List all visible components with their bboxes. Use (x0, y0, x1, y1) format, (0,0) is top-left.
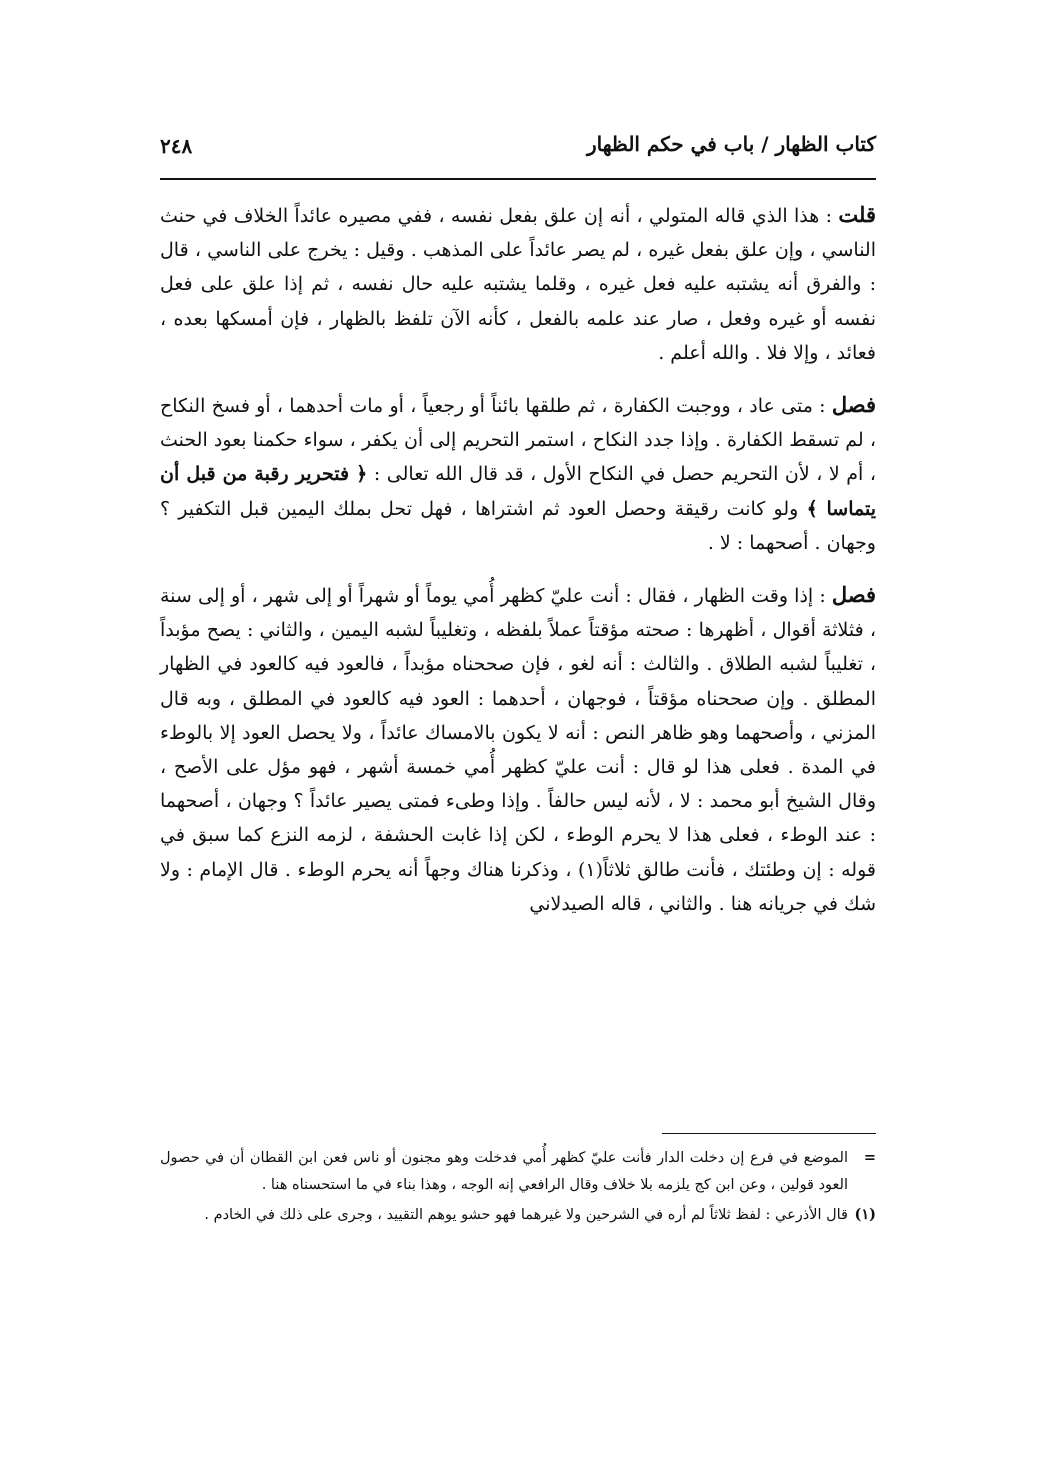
footnotes (160, 1145, 876, 1233)
footnote-marker: (١) (854, 1206, 876, 1223)
paragraph-2 (160, 388, 876, 560)
header-title: كتاب الظهار / باب في حكم الظهار (586, 132, 876, 156)
footnote-text: قال الأذرعي : لفظ ثلاثاً لم أره في الشرحين ولا غيرهما فهو حشو يوهم التقييد ، وجرى على ذلك في الخادم . (204, 1207, 848, 1223)
footnote-separator (662, 1133, 876, 1134)
footnote-text: الموضع في فرع إن دخلت الدار فأنت عليّ كظهر أُمي فدخلت وهو مجنون أو ناس فعن ابن القطان أن في حصول العود قولين ، وعن ابن كج يلزمه بلا خلاف وقال الرافعي إنه الوجه ، وهذا بناء في ما استحسناه هنا . (160, 1150, 848, 1193)
page-number: ٢٤٨ (160, 134, 193, 158)
main-text (160, 198, 876, 939)
paragraph-1-text: : هذا الذي قاله المتولي ، أنه إن علق بفعل نفسه ، ففي مصيره عائداً الخلاف في حنث الناسي ، وإن علق بفعل غيره ، لم يصر عائداً على المذهب . وقيل : يخرج على الناسي ، قال : والفرق أنه يشتبه عليه فعل غيره ، وقلما يشتبه عليه حال نفسه ، ثم إذا علق على فعل نفسه أو غيره وفعل ، صار عند علمه بالفعل ، كأنه الآن تلفظ بالظهار ، فإن أمسكها بعده ، فعائد ، وإلا فلا . والله أعلم . (160, 205, 876, 364)
paragraph-2-text-after: ولو كانت رقيقة وحصل العود ثم اشتراها ، فهل تحل بملك اليمين قبل التكفير ؟ وجهان . أصحهما : لا . (160, 497, 876, 554)
footnote-1 (160, 1202, 876, 1229)
footnote-continuation (160, 1145, 876, 1198)
paragraph-1-lead: قلت (838, 202, 876, 227)
paragraph-2-lead: فصل (831, 392, 876, 418)
paragraph-1 (160, 198, 876, 370)
footnote-marker: = (863, 1149, 876, 1166)
running-header (160, 128, 876, 172)
header-rule (160, 178, 876, 180)
paragraph-3-text: : إذا وقت الظهار ، فقال : أنت عليّ كظهر أُمي يوماً أو شهراً أو إلى شهر ، أو إلى سنة ، فثلاثة أقوال ، أظهرها : صحته مؤقتاً عملاً بلفظه ، وتغليباً لشبه اليمين ، والثاني : يصح مؤبداً ، تغليباً لشبه الطلاق . والثالث : أنه لغو ، فإن صححناه مؤبداً ، فالعود فيه كالعود في الظهار المطلق . وإن صححناه مؤقتاً ، فوجهان ، أحدهما : العود فيه كالعود في المطلق ، وبه قال المزني ، وأصحهما وهو ظاهر النص : أنه لا يكون بالامساك عائداً ، ولا يحصل العود إلا بالوطء في المدة . فعلى هذا لو قال : أنت عليّ كظهر أُمي خمسة أشهر ، فهو مؤل على الأصح ، وقال الشيخ أبو محمد : لا ، لأنه ليس حالفاً . وإذا وطىء فمتى يصير عائداً ؟ وجهان ، أصحهما : عند الوطء ، فعلى هذا لا يحرم الوطء ، لكن إذا غابت الحشفة ، لزمه النزع كما سبق في قوله : إن وطئتك ، فأنت طالق ثلاثاً(١) ، وذكرنا هناك وجهاً أنه يحرم الوطء . قال الإمام : ولا شك في جريانه هنا . والثاني ، قاله الصيدلاني (160, 585, 876, 915)
paragraph-2-text-before: : متى عاد ، ووجبت الكفارة ، ثم طلقها بائناً أو رجعياً ، أو مات أحدهما ، أو فسخ النكاح ، لم تسقط الكفارة . وإذا جدد النكاح ، استمر التحريم إلى أن يكفر ، سواء حكمنا بعود الحنث ، أم لا ، لأن التحريم حصل في النكاح الأول ، قد قال الله تعالى : (160, 395, 876, 486)
paragraph-3 (160, 578, 876, 921)
quranic-quote: ﴿ فتحرير رقبة من قبل أن يتماسا ﴾ (160, 463, 876, 520)
paragraph-3-lead: فصل (831, 582, 876, 608)
